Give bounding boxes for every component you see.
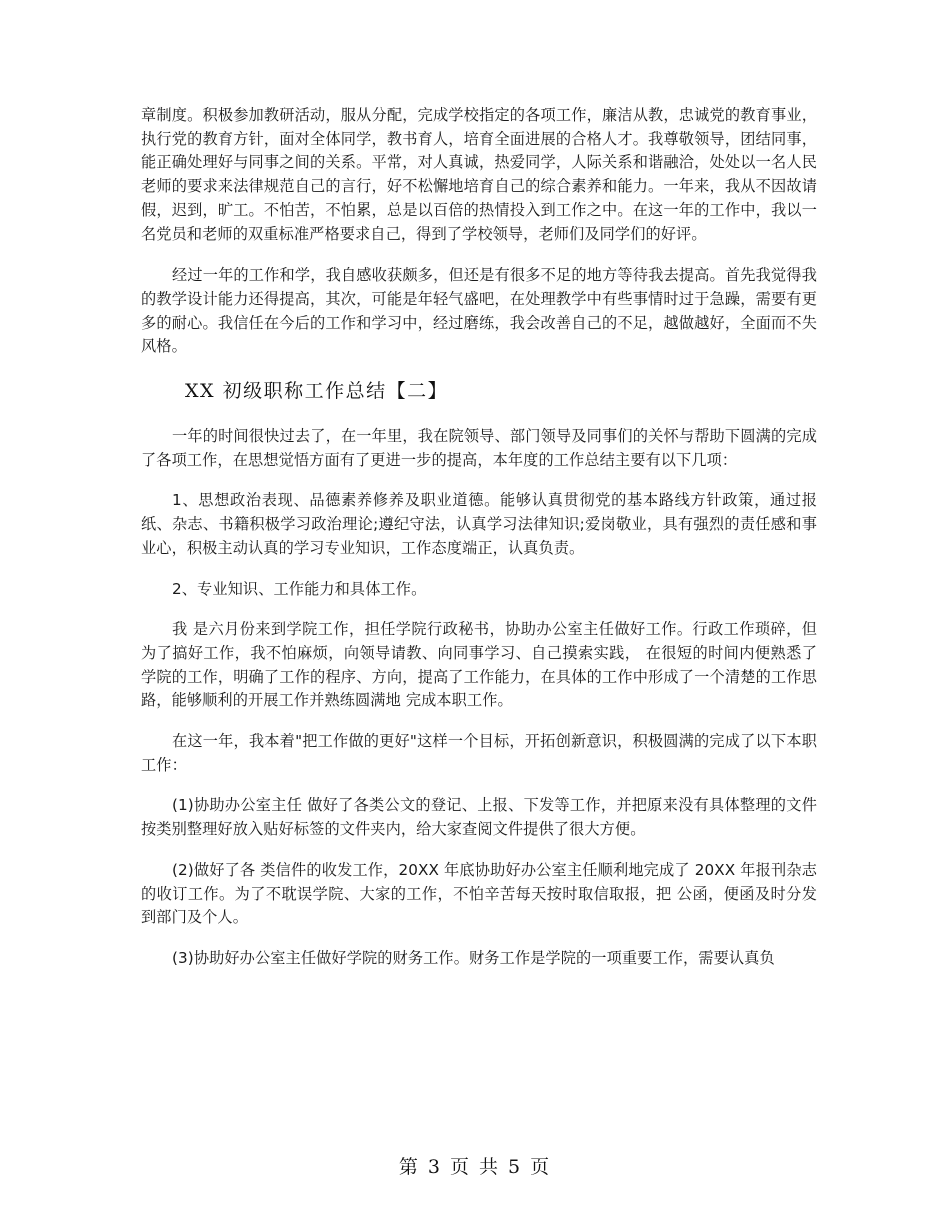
paragraph-continued: 章制度。积极参加教研活动，服从分配，完成学校指定的各项工作，廉洁从教，忠诚党的教育事业，执行党的教育方针，面对全体同学，教书育人，培育全面进展的合格人才。我尊敬领导，团结同事，能正确处理好与同事之间的关系。平常，对人真诚，热爱同学，人际关系和谐融洽，处处以一名人民老师的要求来法律规范自己的言行，好不松懈地培育自己的综合素养和能力。一年来，我从不因故请假，迟到，旷工。不怕苦，不怕累，总是以百倍的热情投入到工作之中。在这一年的工作中，我以一名党员和老师的双重标准严格要求自己，得到了学校领导，老师们及同学们的好评。	[141, 106, 817, 243]
paragraph-task-1: (1)协助办公室主任 做好了各类公文的登记、上报、下发等工作，并把原来没有具体整理的文件按类别整理好放入贴好标签的文件夹内，给大家查阅文件提供了很大方便。	[141, 796, 817, 839]
paragraph-intro: 一年的时间很快过去了，在一年里，我在院领导、部门领导及同事们的关怀与帮助下圆满的完成了各项工作，在思想觉悟方面有了更进一步的提高，本年度的工作总结主要有以下几项：	[141, 427, 817, 469]
paragraph-item-2: 2、专业知识、工作能力和具体工作。	[172, 579, 427, 598]
paragraph-task-3: (3)协助好办公室主任做好学院的财务工作。财务工作是学院的一项重要工作，需要认真负	[172, 948, 775, 967]
document-body	[141, 104, 817, 988]
paragraph-goal: 在这一年，我本着"把工作做的更好"这样一个目标，开拓创新意识，积极圆满的完成了以下本职工作：	[141, 732, 817, 774]
paragraph-task-2: (2)做好了各 类信件的收发工作，20XX 年底协助好办公室主任顺利地完成了 20XX 年报刊杂志的收订工作。为了不耽误学院、大家的工作，不怕辛苦每天按时取信取报，把 公函，便函及时分发到部门及个人。	[141, 860, 817, 927]
section-heading: XX 初级职称工作总结【二】	[185, 380, 449, 403]
paragraph-item-1: 1、思想政治表现、品德素养修养及职业道德。能够认真贯彻党的基本路线方针政策，通过报纸、杂志、书籍积极学习政治理论;遵纪守法，认真学习法律知识;爱岗敬业，具有强烈的责任感和事业心，积极主动认真的学习专业知识，工作态度端正，认真负责。	[141, 491, 817, 557]
paragraph-work-detail: 我 是六月份来到学院工作，担任学院行政秘书，协助办公室主任做好工作。行政工作琐碎，但为了搞好工作，我不怕麻烦，向领导请教、向同事学习、自己摸索实践， 在很短的时间内便熟悉了学院的工作，明确了工作的程序、方向，提高了工作能力，在具体的工作中形成了一个清楚的工作思路，能够顺利的开展工作并熟练圆满地 完成本职工作。	[141, 620, 817, 710]
page-number-footer: 第 3 页 共 5 页	[398, 1156, 552, 1178]
paragraph-reflection: 经过一年的工作和学，我自感收获颇多，但还是有很多不足的地方等待我去提高。首先我觉得我的教学设计能力还得提高，其次，可能是年轻气盛吧，在处理教学中有些事情时过于急躁，需要有更多的耐心。我信任在今后的工作和学习中，经过磨练，我会改善自己的不足，越做越好，全面而不失风格。	[141, 266, 817, 356]
